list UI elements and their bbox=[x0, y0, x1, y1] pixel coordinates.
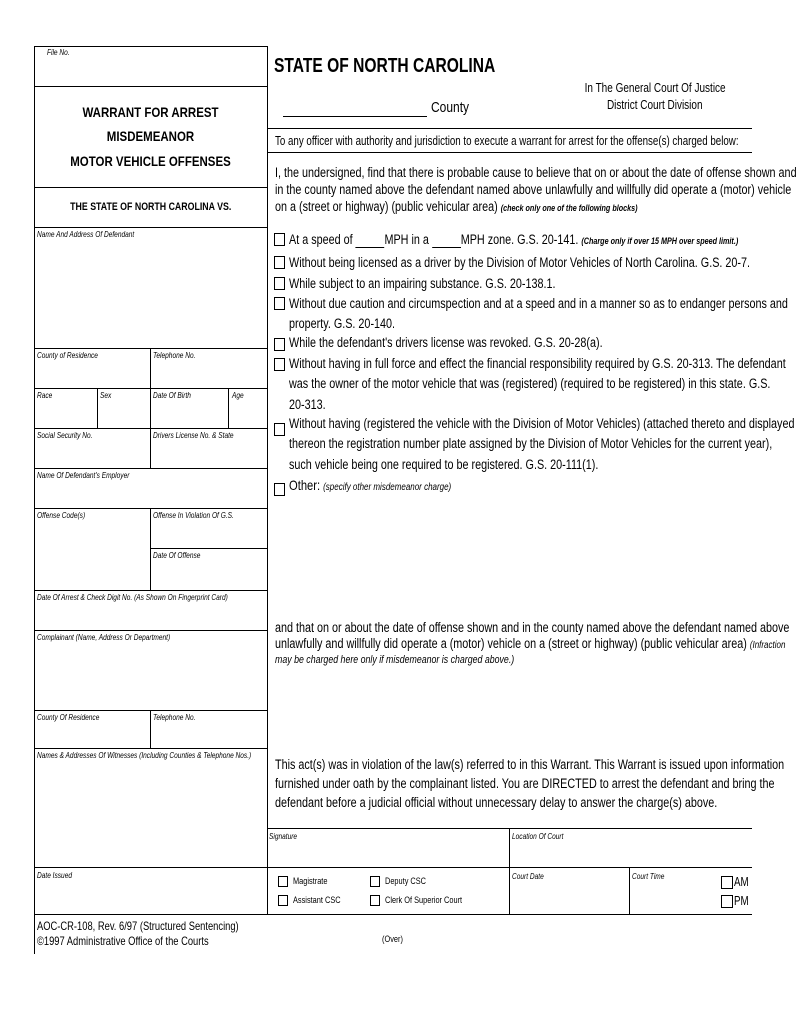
name-address-label: Name And Address Of Defendant bbox=[37, 230, 135, 239]
infraction-line2: unlawfully and willfully did operate a (motor) vehicle on a (street or highway) (public vehicular area) bbox=[275, 636, 747, 651]
date-issued-label: Date Issued bbox=[37, 871, 73, 880]
form-number: AOC-CR-108, Rev. 6/97 (Structured Sentencing) bbox=[37, 919, 239, 933]
finding-line2: in the county named above the defendant named above unlawfully and willfully did operate a (motor) vehicle bbox=[275, 182, 792, 197]
assistant-csc-label: Assistant CSC bbox=[293, 895, 341, 905]
opt7-line1: Without having (registered the vehicle with the Division of Motor Vehicles) (attached thereto and displayed bbox=[289, 416, 795, 431]
opt1-note: (Charge only if over 15 MPH over speed limit.) bbox=[581, 236, 739, 246]
telephone2-label: Telephone No. bbox=[153, 713, 196, 722]
over-label: (Over) bbox=[382, 934, 403, 944]
reckless-checkbox[interactable] bbox=[274, 297, 285, 310]
impaired-checkbox[interactable] bbox=[274, 277, 285, 290]
court-line1: In The General Court Of Justice bbox=[584, 81, 726, 95]
opt2-text: Without being licensed as a driver by the Division of Motor Vehicles of North Carolina. G.S. 20-7. bbox=[289, 255, 751, 270]
state-heading: STATE OF NORTH CAROLINA bbox=[274, 55, 496, 77]
file-no-label: File No. bbox=[47, 48, 70, 57]
sex-label: Sex bbox=[100, 391, 112, 400]
finding-note: (check only one of the following blocks) bbox=[500, 203, 638, 213]
opt8-note: (specify other misdemeanor charge) bbox=[323, 482, 452, 493]
issued-line3: defendant before a judicial official without unnecessary delay to answer the charge(s) above. bbox=[275, 795, 718, 810]
other-checkbox[interactable] bbox=[274, 483, 285, 496]
issued-line2: furnished under oath by the complainant listed. You are DIRECTED to arrest the defendant and bring the bbox=[275, 776, 775, 791]
opt1-b: MPH in a bbox=[384, 232, 429, 247]
motor-vehicle-title: MOTOR VEHICLE OFFENSES bbox=[70, 153, 231, 169]
am-checkbox[interactable] bbox=[721, 876, 733, 889]
issued-line1: This act(s) was in violation of the law(s) referred to in this Warrant. This Warrant is issued upon information bbox=[275, 757, 785, 772]
speed-checkbox[interactable] bbox=[274, 233, 285, 246]
county-name-field[interactable] bbox=[283, 116, 427, 117]
date-offense-label: Date Of Offense bbox=[153, 551, 201, 560]
witnesses-label: Names & Addresses Of Witnesses (Including Counties & Telephone Nos.) bbox=[37, 751, 252, 760]
magistrate-label: Magistrate bbox=[293, 876, 328, 886]
warrant-title: WARRANT FOR ARREST bbox=[82, 104, 219, 120]
signature-label: Signature bbox=[269, 832, 298, 841]
employer-label: Name Of Defendant's Employer bbox=[37, 471, 130, 480]
court-time-label: Court Time bbox=[632, 872, 665, 881]
opt1-a: At a speed of bbox=[289, 232, 353, 247]
opt1-c: MPH zone. G.S. 20-141. bbox=[460, 232, 579, 247]
infraction-note2: may be charged here only if misdemeanor is charged above.) bbox=[275, 654, 515, 666]
speed-field[interactable] bbox=[356, 232, 385, 248]
opt6-line2: was the owner of the motor vehicle that was (registered) (required to be registered) in this state. G.S. bbox=[289, 376, 771, 391]
offense-codes-label: Offense Code(s) bbox=[37, 511, 86, 520]
pm-checkbox[interactable] bbox=[721, 895, 733, 908]
age-label: Age bbox=[232, 391, 244, 400]
state-vs: THE STATE OF NORTH CAROLINA VS. bbox=[69, 201, 232, 213]
opt4-line1: Without due caution and circumspection and at a speed and in a manner so as to endanger persons and bbox=[289, 296, 788, 311]
opt4-line2: property. G.S. 20-140. bbox=[289, 316, 396, 331]
financial-responsibility-checkbox[interactable] bbox=[274, 358, 285, 371]
drivers-license-label: Drivers License No. & State bbox=[153, 431, 234, 440]
finding-line3: on a (street or highway) (public vehicular area) bbox=[275, 199, 498, 214]
telephone-label: Telephone No. bbox=[153, 351, 196, 360]
infraction-line1: and that on or about the date of offense shown and in the county named above the defendant named above bbox=[275, 620, 790, 635]
opt6-line3: 20-313. bbox=[289, 397, 326, 412]
court-date-label: Court Date bbox=[512, 872, 544, 881]
revoked-checkbox[interactable] bbox=[274, 338, 285, 351]
unlicensed-checkbox[interactable] bbox=[274, 256, 285, 269]
defendant-name-address-field[interactable] bbox=[37, 240, 263, 346]
opt7-line2: thereon the registration number plate assigned by the Division of Motor Vehicles for the current year), bbox=[289, 436, 773, 451]
race-label: Race bbox=[37, 391, 53, 400]
deputy-csc-label: Deputy CSC bbox=[385, 876, 427, 886]
offense-violation-label: Offense In Violation Of G.S. bbox=[153, 511, 234, 520]
finding-line1: I, the undersigned, find that there is probable cause to believe that on or about the date of offense shown and bbox=[275, 165, 797, 180]
county-label: County bbox=[431, 99, 470, 116]
to-officer-text: To any officer with authority and jurisdiction to execute a warrant for arrest for the offense(s) charged below: bbox=[275, 134, 739, 148]
deputy-csc-checkbox[interactable] bbox=[370, 876, 380, 887]
misdemeanor-title: MISDEMEANOR bbox=[106, 128, 195, 144]
assistant-csc-checkbox[interactable] bbox=[278, 895, 288, 906]
zone-field[interactable] bbox=[432, 232, 461, 248]
complainant-label: Complainant (Name, Address Or Department) bbox=[37, 633, 171, 642]
opt6-line1: Without having in full force and effect the financial responsibility required by G.S. 20-313. The defendant bbox=[289, 356, 786, 371]
signature-field[interactable] bbox=[269, 842, 507, 866]
copyright: ©1997 Administrative Office of the Courts bbox=[37, 934, 209, 948]
opt8-text: Other: bbox=[289, 477, 321, 493]
opt7-line3: such vehicle being one required to be registered. G.S. 20-111(1). bbox=[289, 457, 599, 472]
clerk-superior-label: Clerk Of Superior Court bbox=[385, 895, 463, 905]
county-residence-label: County of Residence bbox=[37, 351, 98, 360]
ssn-label: Social Security No. bbox=[37, 431, 93, 440]
registration-checkbox[interactable] bbox=[274, 423, 285, 436]
court-line2: District Court Division bbox=[607, 98, 703, 112]
county-residence2-label: County Of Residence bbox=[37, 713, 100, 722]
opt5-text: While the defendant's drivers license was revoked. G.S. 20-28(a). bbox=[289, 335, 603, 350]
infraction-note1: (Infraction bbox=[749, 640, 786, 651]
clerk-superior-checkbox[interactable] bbox=[370, 895, 380, 906]
magistrate-checkbox[interactable] bbox=[278, 876, 288, 887]
location-label: Location Of Court bbox=[512, 832, 564, 841]
date-arrest-label: Date Of Arrest & Check Digit No. (As Shown On Fingerprint Card) bbox=[37, 593, 228, 602]
opt3-text: While subject to an impairing substance. G.S. 20-138.1. bbox=[289, 276, 556, 291]
am-label: AM bbox=[734, 875, 749, 889]
pm-label: PM bbox=[734, 894, 749, 908]
dob-label: Date Of Birth bbox=[153, 391, 191, 400]
